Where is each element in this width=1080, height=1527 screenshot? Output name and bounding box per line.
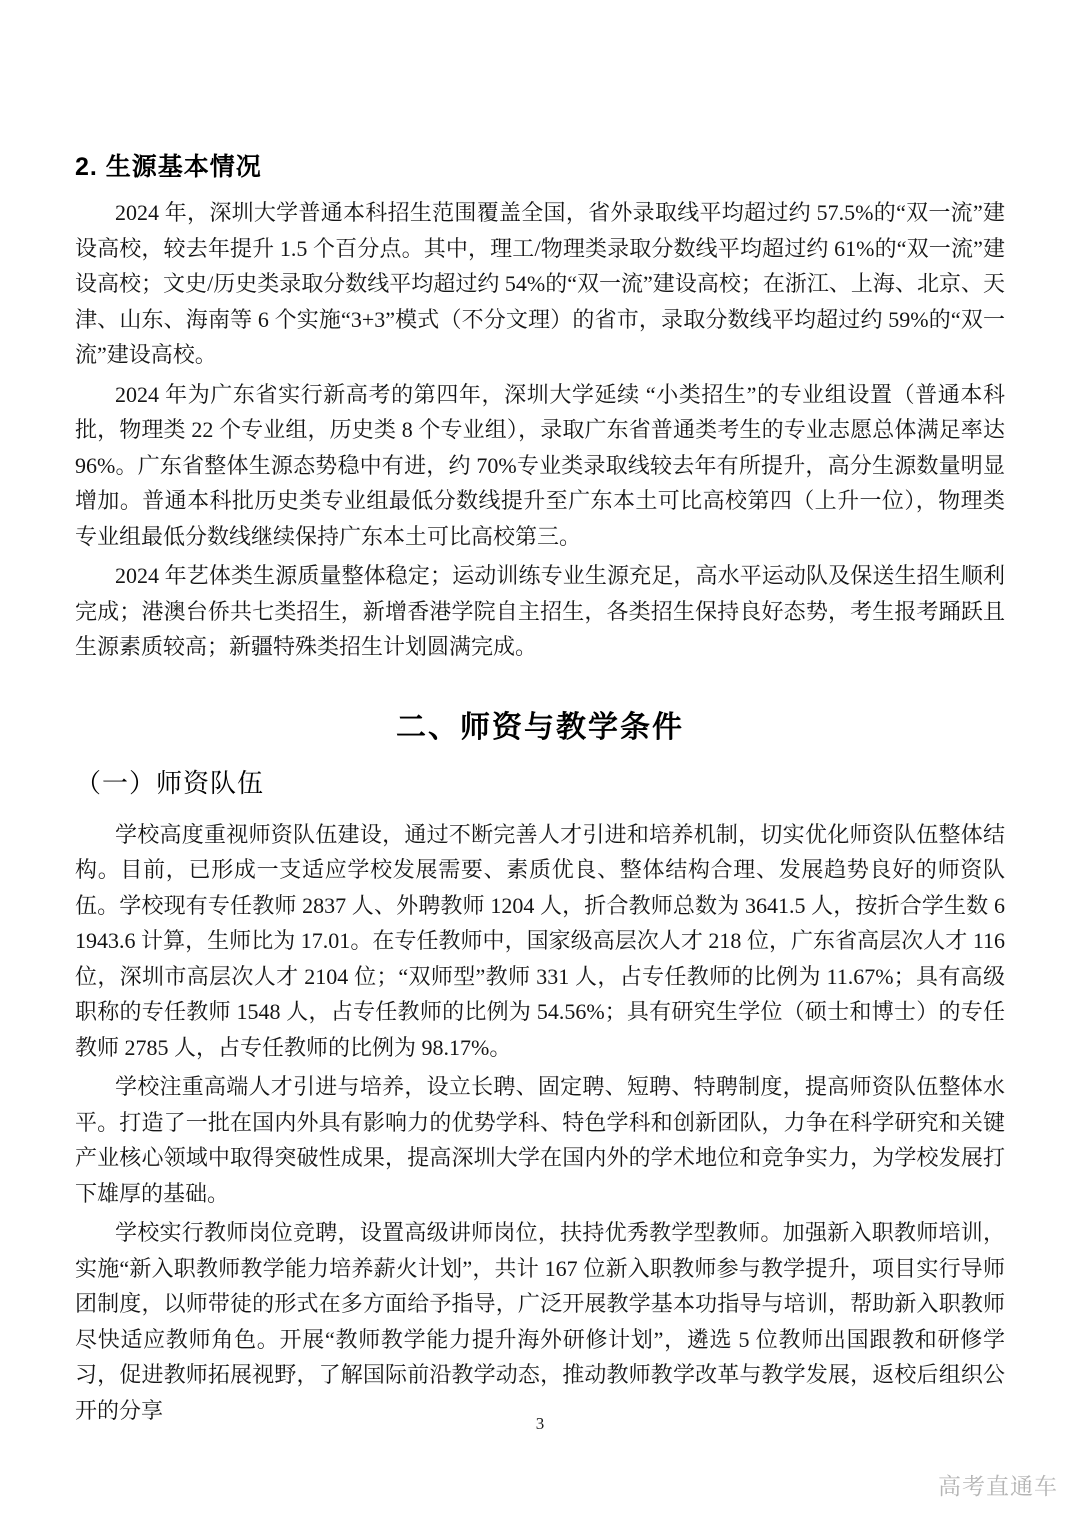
watermark-gaokao-zhitongche: 高考直通车 bbox=[938, 1473, 1058, 1499]
section-title-faculty-and-teaching: 二、师资与教学条件 bbox=[396, 710, 684, 744]
faculty-paragraph-1: 学校高度重视师资队伍建设，通过不断完善人才引进和培养机制，切实优化师资队伍整体结构。目前，已形成一支适应学校发展需要、素质优良、整体结构合理、发展趋势良好的师资队伍。学校现有专任教师 2837 人、外聘教师 1204 人，折合教师总数为 3641.5 人，按折合学生数 61943.6 计算，生师比为 17.01。在专任教师中，国家级高层次人才 218 位，广东省高层次人才 116 位，深圳市高层次人才 2104 位；“双师型”教师 331 人，占专任教师的比例为 11.67%；具有高级职称的专任教师 1548 人，占专任教师的比例为 54.56%；具有研究生学位（硕士和博士）的专任教师 2785 人，占专任教师的比例为 98.17%。 bbox=[75, 821, 1005, 1060]
faculty-paragraph-2: 学校注重高端人才引进与培养，设立长聘、固定聘、短聘、特聘制度，提高师资队伍整体水平。打造了一批在国内外具有影响力的优势学科、特色学科和创新团队，力争在科学研究和关键产业核心领域中取得突破性成果，提高深圳大学在国内外的学术地位和竞争实力，为学校发展打下雄厚的基础。 bbox=[75, 1074, 1005, 1206]
enrollment-paragraph-3: 2024 年艺体类生源质量整体稳定；运动训练专业生源充足，高水平运动队及保送生招生顺利完成；港澳台侨共七类招生，新增香港学院自主招生，各类招生保持良好态势，考生报考踊跃且生源素质较高；新疆特殊类招生计划圆满完成。 bbox=[75, 563, 1005, 659]
subheading-faculty-team: （一）师资队伍 bbox=[75, 767, 265, 798]
heading-enrollment-overview: 2. 生源基本情况 bbox=[75, 153, 262, 181]
enrollment-paragraph-1: 2024 年，深圳大学普通本科招生范围覆盖全国，省外录取线平均超过约 57.5%的“双一流”建设高校，较去年提升 1.5 个百分点。其中，理工/物理类录取分数线平均超过约 61%的“双一流”建设高校；文史/历史类录取分数线平均超过约 54%的“双一流”建设高校；在浙江、上海、北京、天津、山东、海南等 6 个实施“3+3”模式（不分文理）的省市，录取分数线平均超过约 59%的“双一流”建设高校。 bbox=[75, 200, 1005, 367]
page-number: 3 bbox=[535, 1414, 545, 1433]
enrollment-paragraph-2: 2024 年为广东省实行新高考的第四年，深圳大学延续 “小类招生”的专业组设置（普通本科批，物理类 22 个专业组，历史类 8 个专业组），录取广东省普通类考生的专业志愿总体满足率达 96%。广东省整体生源态势稳中有进，约 70%专业类录取线较去年有所提升，高分生源数量明显增加。普通本科批历史类专业组最低分数线提升至广东本土可比高校第四（上升一位），物理类专业组最低分数线继续保持广东本土可比高校第三。 bbox=[75, 381, 1005, 549]
faculty-paragraph-3: 学校实行教师岗位竞聘，设置高级讲师岗位，扶持优秀教学型教师。加强新入职教师培训，实施“新入职教师教学能力培养薪火计划”，共计 167 位新入职教师参与教学提升，项目实行导师团制度，以师带徒的形式在多方面给予指导，广泛开展教学基本功指导与培训，帮助新入职教师尽快适应教师角色。开展“教师教学能力提升海外研修计划”，遴选 5 位教师出国跟教和研修学习，促进教师拓展视野，了解国际前沿教学动态，推动教师教学改革与教学发展，返校后组织公开的分享 bbox=[75, 1220, 1005, 1423]
